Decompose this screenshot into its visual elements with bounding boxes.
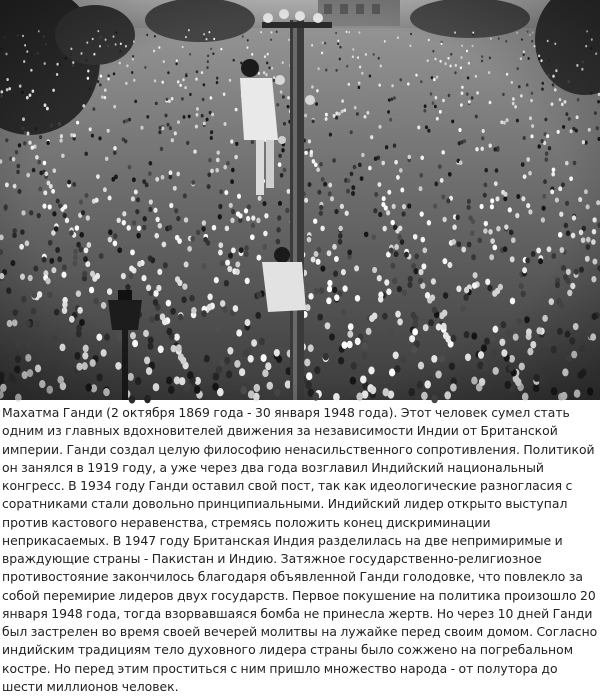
photo-caption: Махатма Ганди (2 октября 1869 года - 30 января 1948 года). Этот человек сумел стать одним из главных вдохновителей движения за независимости Индии от Британской империи. Ганди создал целую философию ненасильственного сопротивления. Политикой он занялся в 1919 году, а уже через два года возглавил Индийский национальный конгресс. В 1934 году Ганди оставил свой пост, так как идеологические разногласия с соратниками стали довольно принципиальными. Индийский лидер открыто выступал против кастового неравенства, стремясь положить конец дискриминации неприкасаемых. В 1947 году Британская Индия разделилась на две непримиримые и враждующие страны - Пакистан и Индию. Затяжное государственно-религиозное противостояние закончилось благодаря объявленной Ганди голодовке, что повлекло за собой перемирие лидеров двух государств. Первое покушение на политика произошло 20 января 1948 года, тогда взорвавшаяся бомба не принесла жертв. Но через 10 дней Ганди был застрелен во время своей вечерей молитвы на лужайке перед своим домом. Согласно индийским традициям тело духовного лидера страны было сожжено на погребальном костре. Но перед этим проститься с ним пришло множество народа - от полутора до шести миллионов человек. [2,405,598,694]
